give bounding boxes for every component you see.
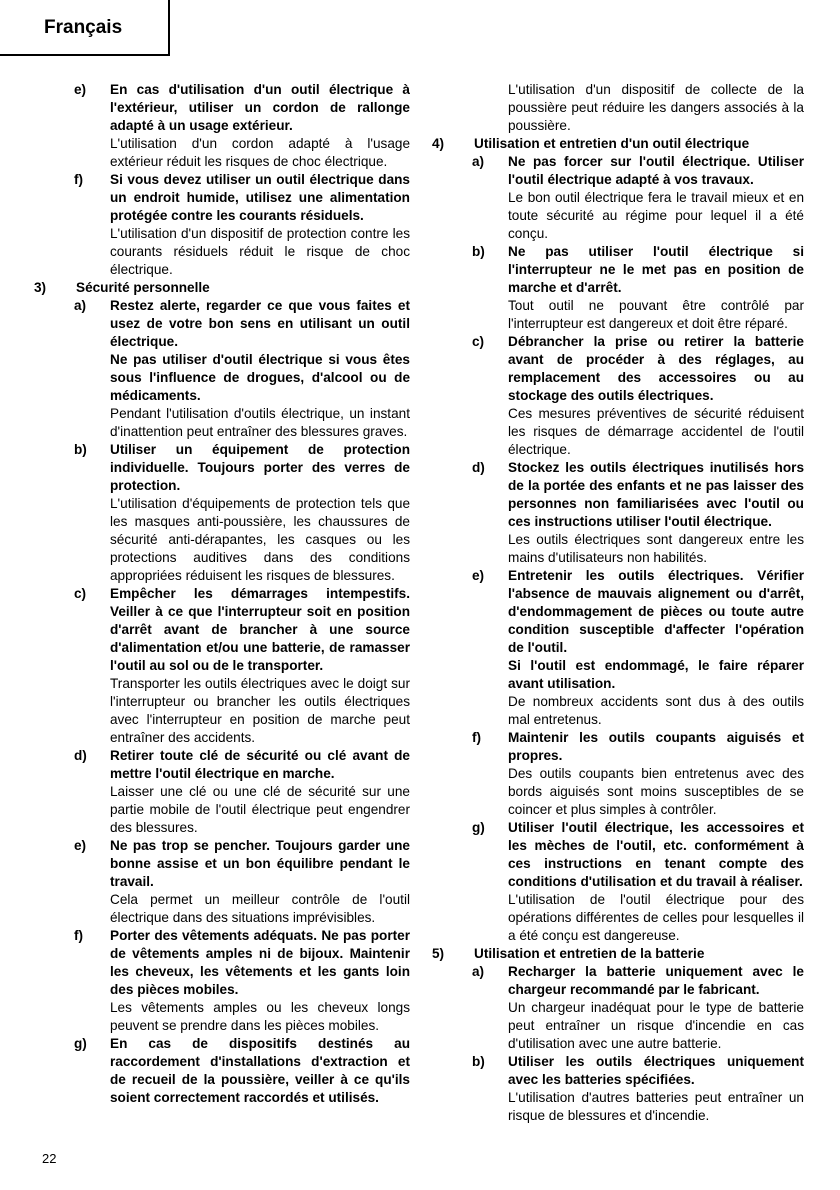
item-3e [34,837,410,927]
item-marker: f) [74,172,84,187]
item-text: Le bon outil électrique fera le travail mieux et en toute sécurité au régime pour lequel il a été conçu. [508,190,804,241]
item-text: Laisser une clé ou une clé de sécurité sur une partie mobile de l'outil électrique peut engendrer des blessures. [110,784,410,835]
item-marker: e) [74,838,87,853]
item-marker: e) [472,568,485,583]
item-heading: En cas d'utilisation d'un outil électrique à l'extérieur, utiliser un cordon de rallonge adapté à un usage extérieur. [110,82,410,133]
item-2e [34,81,410,171]
item-heading: Ne pas forcer sur l'outil électrique. Utiliser l'outil électrique adapté à vos travaux. [508,154,804,187]
item-text: Transporter les outils électriques avec le doigt sur l'interrupteur ou brancher les outils électriques avec l'interrupteur en position de marche peut entraîner des accidents. [110,676,410,745]
item-heading: Recharger la batterie uniquement avec le chargeur recommandé par le fabricant. [508,964,804,997]
left-column [34,81,410,1107]
section-5-heading [432,945,804,963]
item-text: L'utilisation d'équipements de protection tels que les masques anti-poussière, les chaussures de sécurité anti-dérapantes, les casques ou les protections auditives dans des conditions appropriées réduisent les risques de blessures. [110,496,410,583]
item-marker: d) [74,748,87,763]
item-heading: Ne pas utiliser d'outil électrique si vous êtes sous l'influence de drogues, d'alcool ou de médicaments. [110,352,410,403]
item-heading: Ne pas utiliser l'outil électrique si l'interrupteur ne le met pas en position de marche et d'arrêt. [508,244,804,295]
item-4e [432,567,804,729]
section-3-heading [34,279,410,297]
item-marker: e) [74,82,87,97]
item-text: Tout outil ne pouvant être contrôlé par l'interrupteur est dangereux et doit être réparé. [508,298,804,331]
item-heading: Si vous devez utiliser un outil électrique dans un endroit humide, utilisez une alimentation protégée contre les courants résiduels. [110,172,410,223]
item-heading: Restez alerte, regarder ce que vous faites et usez de votre bon sens en utilisant un outil électrique. [110,298,410,349]
item-3d [34,747,410,837]
language-tab [0,0,170,56]
item-marker: a) [472,154,485,169]
page-number: 22 [42,1151,57,1166]
item-heading: Stockez les outils électriques inutilisés hors de la portée des enfants et ne pas laisser des personnes non familiarisées avec l'outil ou ces instructions utiliser l'outil électrique. [508,460,804,529]
item-marker: b) [74,442,87,457]
item-4b [432,243,804,333]
section-number: 5) [432,946,445,961]
item-3b [34,441,410,585]
item-3a [34,297,410,441]
item-marker: f) [472,730,482,745]
item-heading: Empêcher les démarrages intempestifs. Veiller à ce que l'interrupteur soit en position d'arrêt avant de brancher à une source d'alimentation et/ou une batterie, de ramasser l'outil au sol ou de le transporter. [110,586,410,673]
section-4-heading [432,135,804,153]
item-heading: Utiliser un équipement de protection individuelle. Toujours porter des verres de protection. [110,442,410,493]
item-text: De nombreux accidents sont dus à des outils mal entretenus. [508,694,804,727]
item-marker: c) [74,586,87,601]
item-marker: b) [472,244,485,259]
item-2f [34,171,410,279]
item-heading: Utiliser l'outil électrique, les accessoires et les mèches de l'outil, etc. conformément à ces instructions en tenant compte des conditions d'utilisation et du travail à réaliser. [508,820,804,889]
item-4c [432,333,804,459]
item-text: Un chargeur inadéquat pour le type de batterie peut entraîner un risque d'incendie en cas d'utilisation avec une autre batterie. [508,1000,804,1051]
item-text: Pendant l'utilisation d'outils électrique, un instant d'inattention peut entraîner des blessures graves. [110,406,410,439]
item-text: Les vêtements amples ou les cheveux longs peuvent se prendre dans les pièces mobiles. [110,1000,410,1033]
section-title: Sécurité personnelle [76,280,210,295]
item-heading: Maintenir les outils coupants aiguisés et propres. [508,730,804,763]
item-3g-continued: L'utilisation d'un dispositif de collecte de la poussière peut réduire les dangers associés à la poussière. [508,82,804,133]
item-heading: Si l'outil est endommagé, le faire réparer avant utilisation. [508,658,804,691]
item-marker: a) [74,298,87,313]
item-3f [34,927,410,1035]
item-3c [34,585,410,747]
item-heading: Porter des vêtements adéquats. Ne pas porter de vêtements amples ni de bijoux. Maintenir les cheveux, les vêtements et les gants loin des pièces mobiles. [110,928,410,997]
item-4a [432,153,804,243]
language-label: Français [44,17,123,38]
right-column [432,81,804,1125]
item-heading: Débrancher la prise ou retirer la batterie avant de procéder à des réglages, au remplacement des accessoires ou au stockage des outils électriques. [508,334,804,403]
item-3g [34,1035,410,1107]
section-title: Utilisation et entretien d'un outil électrique [474,136,750,151]
item-heading: Retirer toute clé de sécurité ou clé avant de mettre l'outil électrique en marche. [110,748,410,781]
item-text: L'utilisation de l'outil électrique pour des opérations différentes de celles pour lesquelles il a été conçu est dangereuse. [508,892,804,943]
item-heading: Entretenir les outils électriques. Vérifier l'absence de mauvais alignement ou d'arrêt, d'endommagement de pièces ou toute autre condition susceptible d'affecter l'opération de l'outil. [508,568,804,655]
section-title: Utilisation et entretien de la batterie [474,946,705,961]
item-heading: Utiliser les outils électriques uniquement avec les batteries spécifiées. [508,1054,804,1087]
item-4d [432,459,804,567]
item-marker: b) [472,1054,485,1069]
item-4g [432,819,804,945]
item-4f [432,729,804,819]
item-marker: f) [74,928,84,943]
section-number: 4) [432,136,445,151]
item-marker: c) [472,334,485,349]
item-5a [432,963,804,1053]
item-text: L'utilisation d'un cordon adapté à l'usage extérieur réduit les risques de choc électrique. [110,136,410,169]
item-5b [432,1053,804,1125]
item-marker: a) [472,964,485,979]
item-text: Des outils coupants bien entretenus avec des bords aiguisés sont moins susceptibles de se coincer et plus simples à contrôler. [508,766,804,817]
item-text: L'utilisation d'un dispositif de protection contre les courants résiduels réduit le risque de choc électrique. [110,226,410,277]
item-text: Ces mesures préventives de sécurité réduisent les risques de démarrage accidentel de l'outil électrique. [508,406,804,457]
item-text: Les outils électriques sont dangereux entre les mains d'utilisateurs non habilités. [508,532,804,565]
item-text: L'utilisation d'autres batteries peut entraîner un risque de blessures et d'incendie. [508,1090,804,1123]
item-marker: g) [74,1036,87,1051]
item-heading: Ne pas trop se pencher. Toujours garder une bonne assise et un bon équilibre pendant le travail. [110,838,410,889]
item-text: Cela permet un meilleur contrôle de l'outil électrique dans des situations imprévisibles. [110,892,410,925]
item-marker: d) [472,460,485,475]
section-number: 3) [34,280,47,295]
item-marker: g) [472,820,485,835]
item-heading: En cas de dispositifs destinés au raccordement d'installations d'extraction et de recueil de la poussière, veiller à ce qu'ils soient correctement raccordés et utilisés. [110,1036,410,1105]
